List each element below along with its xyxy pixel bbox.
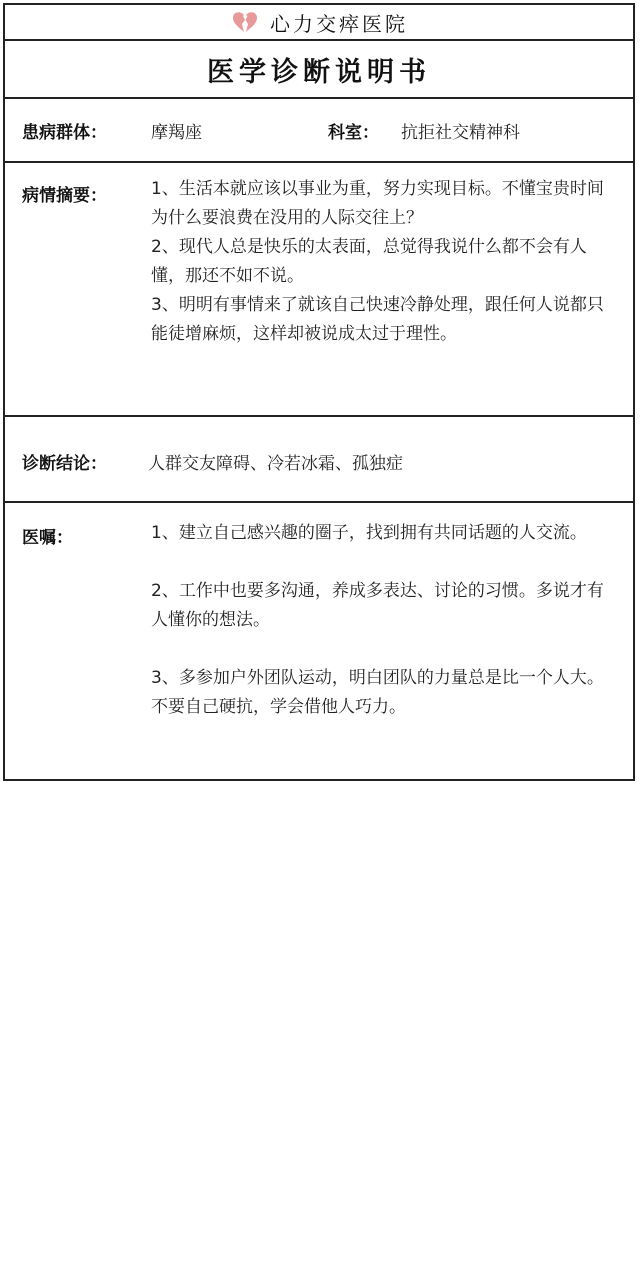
diagnosis-label: 诊断结论： (22, 454, 107, 474)
advice-item: 2、工作中也要多沟通，养成多表达、讨论的习惯。多说才有人懂你的想法。 (151, 581, 604, 630)
hospital-header (5, 5, 633, 41)
summary-item: 2、现代人总是快乐的太表面，总觉得我说什么都不会有人懂，那还不如不说。 (151, 237, 587, 286)
advice-item: 3、多参加户外团队运动，明白团队的力量总是比一个人大。不要自己硬抗，学会借他人巧力。 (151, 668, 604, 717)
advice-item: 1、建立自己感兴趣的圈子，找到拥有共同话题的人交流。 (151, 523, 587, 543)
summary-row (5, 163, 633, 417)
advice-text (151, 519, 613, 722)
summary-item: 3、明明有事情来了就该自己快速冷静处理，跟任何人说都只能徒增麻烦，这样却被说成太过于理性。 (151, 295, 604, 344)
summary-text (151, 175, 613, 349)
advice-label: 医嘱： (22, 528, 73, 548)
hospital-name: 心力交瘁医院 (270, 11, 408, 36)
document-title: 医学诊断说明书 (207, 56, 431, 88)
patient-group-value: 摩羯座 (151, 122, 202, 143)
department-label: 科室： (328, 122, 379, 143)
advice-row (5, 503, 633, 1277)
diagnosis-sheet (3, 3, 635, 781)
summary-item: 1、生活本就应该以事业为重，努力实现目标。不懂宝贵时间为什么要浪费在没用的人际交往上？ (151, 179, 604, 228)
patient-group-label: 患病群体： (22, 122, 107, 143)
patient-info-row (5, 99, 633, 163)
summary-label: 病情摘要： (22, 186, 107, 206)
diagnosis-row (5, 417, 633, 503)
diagnosis-value: 人群交友障碍、冷若冰霜、孤独症 (148, 454, 403, 474)
department-value: 抗拒社交精神科 (401, 122, 520, 143)
broken-heart-icon (230, 11, 260, 33)
title-row (5, 41, 633, 99)
